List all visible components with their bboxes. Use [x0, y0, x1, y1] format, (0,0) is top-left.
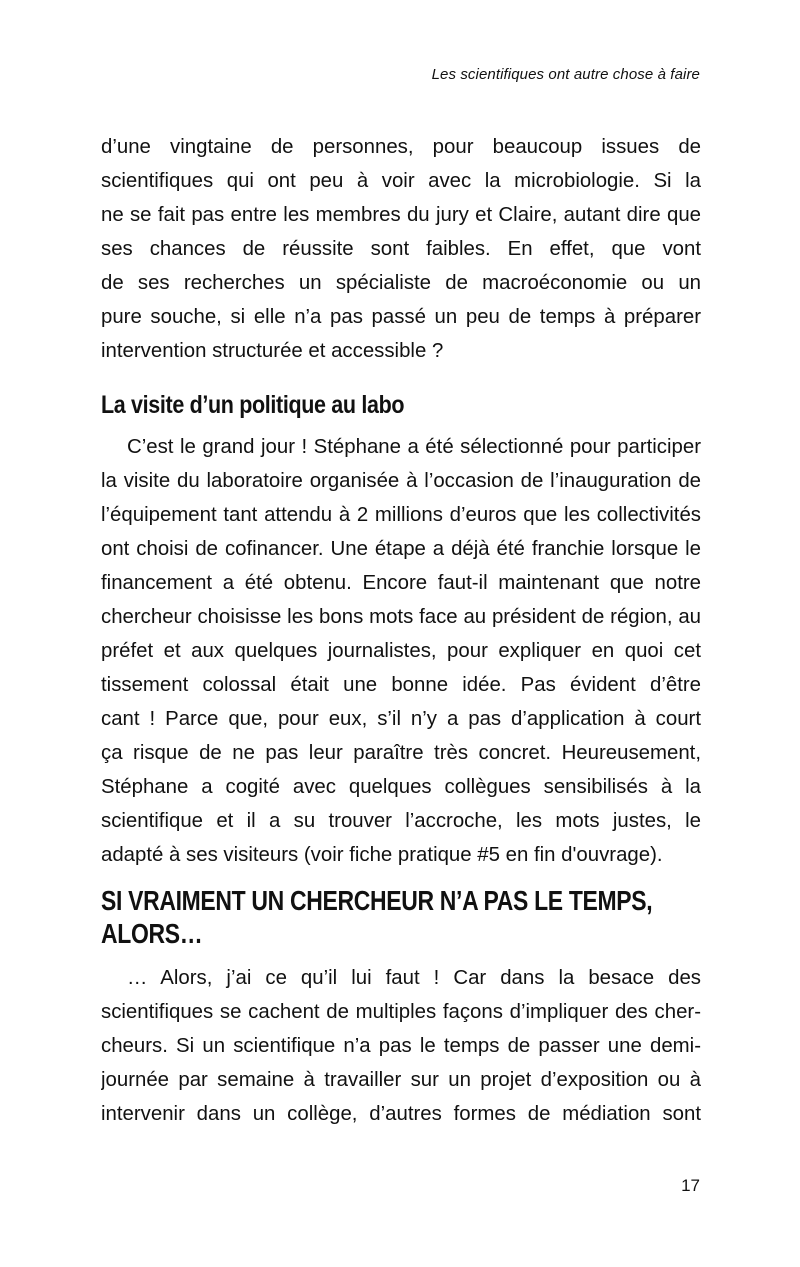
text-line: tissement colossal était une bonne idée. Pas évident d’être: [101, 674, 701, 696]
chapter-heading-no-time: [101, 884, 675, 950]
heading-line: SI VRAIMENT UN CHERCHEUR N’A PAS LE TEMPS,: [101, 885, 653, 916]
text-line: de ses recherches un spécialiste de macroéconomie ou un: [101, 272, 701, 294]
text-line: intervention structurée et accessible ?: [101, 340, 444, 362]
text-line: Stéphane a cogité avec quelques collègues sensibilisés à la: [101, 776, 701, 798]
section-heading-political-visit: La visite d’un politique au labo: [101, 391, 405, 419]
text-line: préfet et aux quelques journalistes, pour expliquer en quoi cet: [101, 640, 701, 662]
text-line: scientifique et il a su trouver l’accroche, les mots justes, le: [101, 810, 701, 832]
running-head: Les scientifiques ont autre chose à faire: [431, 66, 700, 83]
text-line: ça risque de ne pas leur paraître très concret. Heureusement,: [101, 742, 701, 764]
page-number: 17: [681, 1176, 700, 1195]
text-line: … Alors, j’ai ce qu’il lui faut ! Car dans la besace des: [127, 967, 701, 989]
paragraph-lab-visit: [101, 430, 701, 872]
paragraph-microbiology-jury: [101, 130, 701, 368]
heading-line: ALORS…: [101, 918, 203, 949]
text-line: cheurs. Si un scientifique n’a pas le temps de passer une demi-: [101, 1035, 701, 1057]
text-line: financement a été obtenu. Encore faut-il maintenant que notre: [101, 572, 701, 594]
text-line: ses chances de réussite sont faibles. En effet, que vont: [101, 238, 701, 260]
text-line: adapté à ses visiteurs (voir fiche pratique #5 en fin d'ouvrage).: [101, 844, 663, 866]
text-line: intervenir dans un collège, d’autres formes de médiation sont: [101, 1103, 701, 1125]
paragraph-mediation-forms: [101, 961, 701, 1131]
text-line: journée par semaine à travailler sur un projet d’exposition ou à: [101, 1069, 701, 1091]
text-line: C’est le grand jour ! Stéphane a été sélectionné pour participer: [127, 436, 701, 458]
text-line: d’une vingtaine de personnes, pour beaucoup issues de: [101, 136, 701, 158]
text-line: scientifiques qui ont peu à voir avec la microbiologie. Si la: [101, 170, 701, 192]
text-line: ne se fait pas entre les membres du jury et Claire, autant dire que: [101, 204, 701, 226]
text-line: chercheur choisisse les bons mots face au président de région, au: [101, 606, 701, 628]
text-line: la visite du laboratoire organisée à l’occasion de l’inauguration de: [101, 470, 701, 492]
text-line: cant ! Parce que, pour eux, s’il n’y a pas d’application à court: [101, 708, 701, 730]
text-line: scientifiques se cachent de multiples façons d’impliquer des cher-: [101, 1001, 701, 1023]
text-line: pure souche, si elle n’a pas passé un peu de temps à préparer: [101, 306, 701, 328]
text-line: l’équipement tant attendu à 2 millions d’euros que les collectivités: [101, 504, 701, 526]
text-line: ont choisi de cofinancer. Une étape a déjà été franchie lorsque le: [101, 538, 701, 560]
